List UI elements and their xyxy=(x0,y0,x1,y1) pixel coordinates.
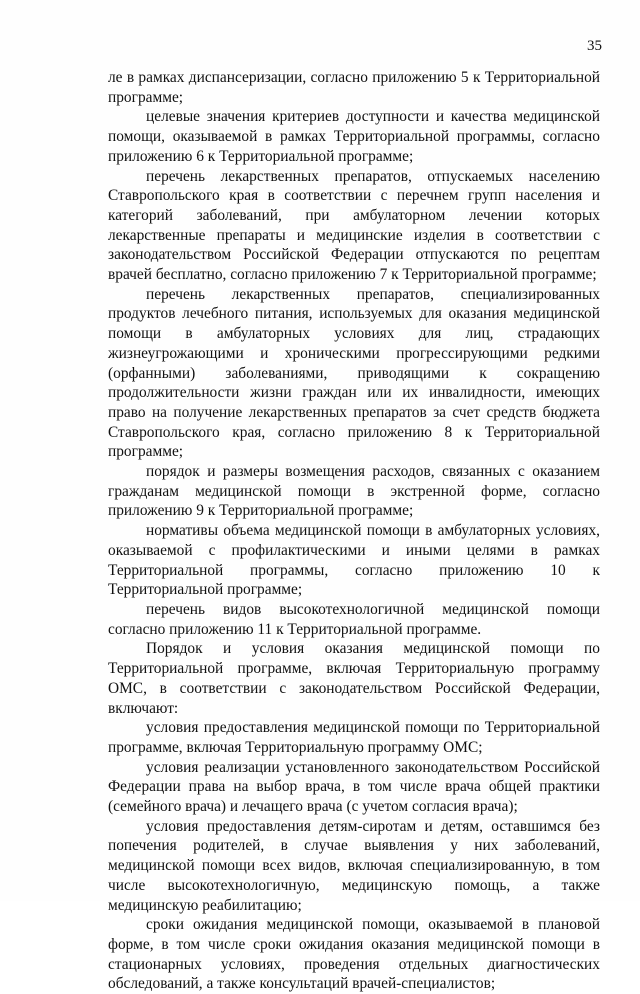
body-text xyxy=(108,68,600,994)
paragraph-doctor-choice: условия реализации установленного законодательством Российской Федерации права на выбор врача, в том числе врача общей практики (семейного врача) и лечащего врача (с учетом согласия врача); xyxy=(108,758,600,816)
paragraph-volume-norms: нормативы объема медицинской помощи в амбулаторных условиях, оказываемой с профилактическими и иными целями в рамках Территориальной программы, согласно приложению 10 к Территориальной программе; xyxy=(108,522,600,599)
paragraph-conditions: условия предоставления медицинской помощи по Территориальной программе, включая Территориальную программу ОМС; xyxy=(108,719,600,756)
paragraph-drug-list-free: перечень лекарственных препаратов, отпускаемых населению Ставропольского края в соответствии с перечнем групп населения и категорий заболеваний, при амбулаторном лечении которых лекарственные препараты и медицинские изделия в соответствии с законодательством Российской Федерации отпускаются по рецептам врачей бесплатно, согласно приложению 7 к Территориальной программе; xyxy=(108,167,600,284)
paragraph-high-tech-list: перечень видов высокотехнологичной медицинской помощи согласно приложению 11 к Территориальной программе. xyxy=(108,600,600,638)
paragraph-procedure-intro: Порядок и условия оказания медицинской помощи по Территориальной программе, включая Территориальную программу ОМС, в соответствии с законодательством Российской Федерации, включают: xyxy=(108,640,600,717)
paragraph-waiting-times: сроки ожидания медицинской помощи, оказываемой в плановой форме, в том числе сроки ожидания оказания медицинской помощи в стационарных условиях, проведения отдельных диагностических обследований, а также консультаций врачей-специалистов; xyxy=(108,916,600,993)
paragraph-drug-list-orphan: перечень лекарственных препаратов, специализированных продуктов лечебного питания, используемых для оказания медицинской помощи в амбулаторных условиях для лиц, страдающих жизнеугрожающими и хроническими прогрессирующими редкими (орфанными) заболеваниями, приводящими к сокращению продолжительности жизни граждан или их инвалидности, имеющих право на получение лекарственных препаратов за счет средств бюджета Ставропольского края, согласно приложению 8 к Территориальной программе; xyxy=(108,285,600,461)
paragraph-target-values: целевые значения критериев доступности и качества медицинской помощи, оказываемой в рамках Территориальной программы, согласно приложению 6 к Территориальной программе; xyxy=(108,108,600,165)
paragraph-orphans: условия предоставления детям-сиротам и детям, оставшимся без попечения родителей, в случае выявления у них заболеваний, медицинской помощи всех видов, включая специализированную, в том числе высокотехнологичную, медицинскую помощь, а также медицинскую реабилитацию; xyxy=(108,817,600,914)
page-number: 35 xyxy=(587,38,602,54)
paragraph-reimbursement: порядок и размеры возмещения расходов, связанных с оказанием гражданам медицинской помощи в экстренной форме, согласно приложению 9 к Территориальной программе; xyxy=(108,463,600,520)
paragraph-continuation: ле в рамках диспансеризации, согласно приложению 5 к Территориальной программе; xyxy=(108,69,600,106)
